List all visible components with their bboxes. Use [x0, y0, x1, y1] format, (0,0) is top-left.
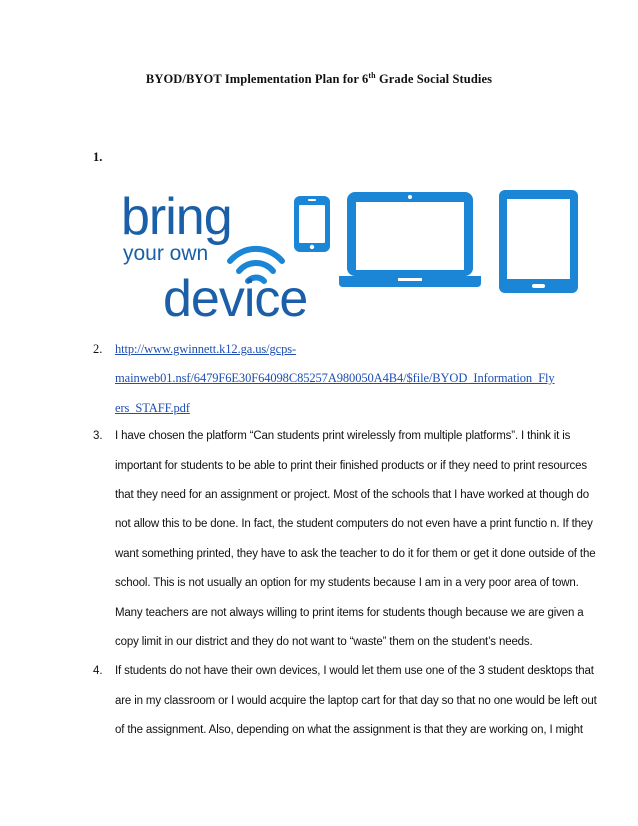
paragraph-line: copy limit in our district and they do not want to “waste” them on the student’s needs. — [115, 635, 533, 648]
paragraph-line: I have chosen the platform “Can students print wirelessly from multiple platforms”. I think it is — [115, 430, 571, 443]
paragraph-line: want something printed, they have to ask the teacher to do it for them or get it done outside of the — [115, 547, 596, 560]
paragraph-line: not allow this to be done. In fact, the student computers do not even have a print functio n. If they — [115, 518, 593, 531]
phone-icon — [294, 196, 330, 252]
paragraph-line: are in my classroom or I would acquire the laptop cart for that day so that no one would be left out — [115, 694, 597, 707]
byod-logo-image — [118, 188, 580, 324]
list-item-3 — [93, 430, 596, 665]
resource-link-line-2[interactable]: mainweb01.nsf/6479F6E30F64098C85257A980050A4B4/$file/BYOD_Information_Fly — [115, 371, 555, 386]
numbered-list — [93, 342, 597, 753]
logo-word-device: device — [163, 270, 308, 324]
paragraph-line: of the assignment. Also, depending on what the assignment is that they are working on, I might — [115, 724, 583, 737]
laptop-icon — [339, 192, 481, 287]
paragraph-line: If students do not have their own devices, I would let them use one of the 3 student desktops that — [115, 665, 594, 678]
tablet-icon — [499, 190, 578, 293]
title-main: BYOD/BYOT Implementation Plan for 6 — [145, 72, 369, 86]
list-item-4 — [93, 665, 597, 753]
paragraph-line: important for students to be able to print their finished products or if they need to print resources — [115, 459, 587, 472]
title-superscript: th — [368, 70, 376, 80]
list-number: 4. — [93, 665, 103, 678]
paragraph-line: school. This is not usually an option for my students because I am in a very poor area of town. — [115, 577, 579, 590]
list-item-2 — [93, 342, 563, 430]
document-title — [0, 72, 638, 87]
list-number: 3. — [93, 430, 103, 443]
paragraph-line: that they need for an assignment or project. Most of the schools that I have worked at though do — [115, 488, 590, 501]
resource-link-line-1[interactable]: http://www.gwinnett.k12.ga.us/gcps- — [115, 342, 297, 356]
resource-link-line-3[interactable]: ers_STAFF.pdf — [115, 400, 190, 415]
logo-word-your-own: your own — [123, 242, 209, 265]
title-end: Grade Social Studies — [375, 72, 493, 86]
section-number: 1. — [93, 150, 103, 164]
paragraph-line: Many teachers are not always willing to print items for students though because we are given a — [115, 606, 584, 619]
list-number: 2. — [93, 342, 103, 356]
logo-word-bring: bring — [121, 188, 232, 246]
